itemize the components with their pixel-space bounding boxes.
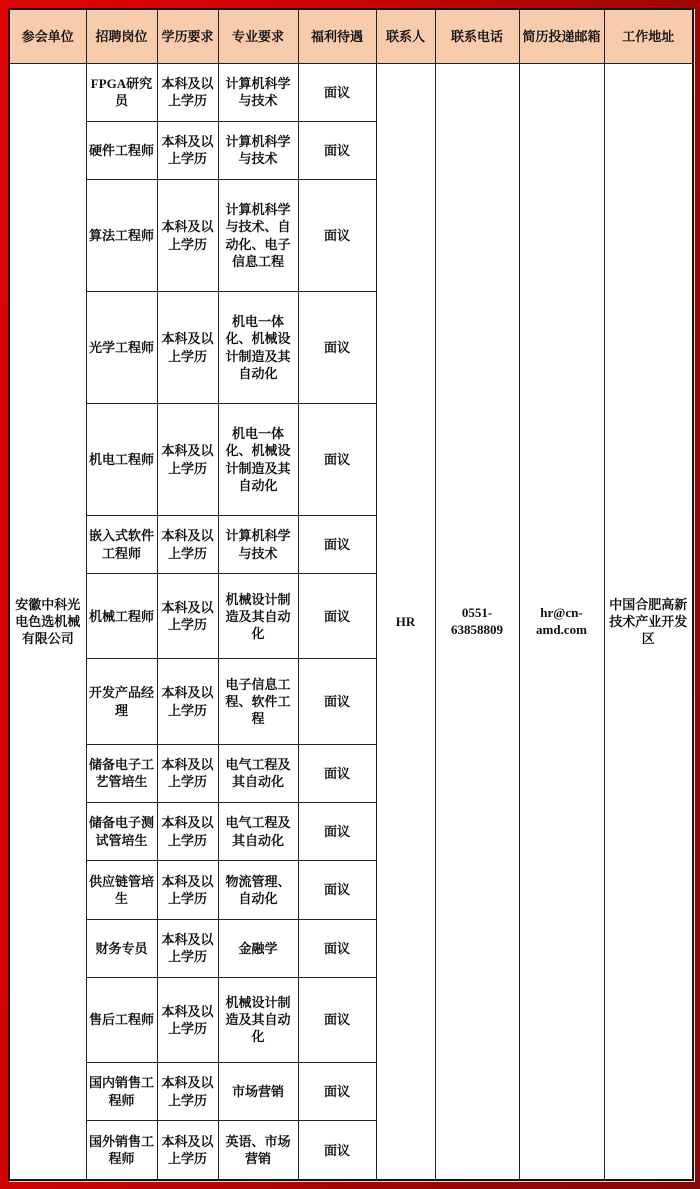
salary-cell: 面议 <box>298 919 376 977</box>
salary-cell: 面议 <box>298 574 376 659</box>
major-cell: 计算机科学与技术 <box>218 121 298 179</box>
education-cell: 本科及以上学历 <box>157 744 218 802</box>
major-cell: 机电一体化、机械设计制造及其自动化 <box>218 292 298 404</box>
position-cell: 储备电子工艺管培生 <box>86 744 157 802</box>
education-cell: 本科及以上学历 <box>157 659 218 744</box>
education-cell: 本科及以上学历 <box>157 180 218 292</box>
position-cell: 机械工程师 <box>86 574 157 659</box>
header-cell-company: 参会单位 <box>9 9 86 63</box>
position-cell: 供应链管培生 <box>86 861 157 919</box>
table-row <box>9 63 693 121</box>
education-cell: 本科及以上学历 <box>157 802 218 860</box>
position-cell: 国外销售工程师 <box>86 1121 157 1180</box>
position-cell: 硬件工程师 <box>86 121 157 179</box>
salary-cell: 面议 <box>298 1121 376 1180</box>
position-cell: 光学工程师 <box>86 292 157 404</box>
header-cell-contact-person: 联系人 <box>376 9 435 63</box>
salary-cell: 面议 <box>298 180 376 292</box>
position-cell: 售后工程师 <box>86 977 157 1062</box>
salary-cell: 面议 <box>298 515 376 573</box>
email-cell: hr@cn-amd.com <box>519 63 604 1180</box>
education-cell: 本科及以上学历 <box>157 861 218 919</box>
position-cell: 机电工程师 <box>86 404 157 516</box>
recruitment-table <box>8 8 694 1181</box>
major-cell: 计算机科学与技术 <box>218 515 298 573</box>
education-cell: 本科及以上学历 <box>157 1062 218 1120</box>
major-cell: 电子信息工程、软件工程 <box>218 659 298 744</box>
position-cell: 储备电子测试管培生 <box>86 802 157 860</box>
salary-cell: 面议 <box>298 861 376 919</box>
position-cell: 开发产品经理 <box>86 659 157 744</box>
major-cell: 机械设计制造及其自动化 <box>218 574 298 659</box>
major-cell: 计算机科学与技术 <box>218 63 298 121</box>
major-cell: 英语、市场营销 <box>218 1121 298 1180</box>
education-cell: 本科及以上学历 <box>157 919 218 977</box>
position-cell: 算法工程师 <box>86 180 157 292</box>
salary-cell: 面议 <box>298 977 376 1062</box>
education-cell: 本科及以上学历 <box>157 574 218 659</box>
header-cell-phone: 联系电话 <box>435 9 519 63</box>
header-cell-major: 专业要求 <box>218 9 298 63</box>
salary-cell: 面议 <box>298 121 376 179</box>
position-cell: FPGA研究员 <box>86 63 157 121</box>
salary-cell: 面议 <box>298 63 376 121</box>
major-cell: 金融学 <box>218 919 298 977</box>
position-cell: 国内销售工程师 <box>86 1062 157 1120</box>
position-cell: 嵌入式软件工程师 <box>86 515 157 573</box>
salary-cell: 面议 <box>298 802 376 860</box>
header-cell-salary: 福利待遇 <box>298 9 376 63</box>
header-cell-email: 简历投递邮箱 <box>519 9 604 63</box>
header-cell-education: 学历要求 <box>157 9 218 63</box>
major-cell: 市场营销 <box>218 1062 298 1120</box>
header-cell-address: 工作地址 <box>604 9 693 63</box>
major-cell: 机械设计制造及其自动化 <box>218 977 298 1062</box>
header-cell-position: 招聘岗位 <box>86 9 157 63</box>
table-header-row <box>9 9 693 63</box>
contact-person-cell: HR <box>376 63 435 1180</box>
major-cell: 物流管理、自动化 <box>218 861 298 919</box>
address-cell: 中国合肥高新技术产业开发区 <box>604 63 693 1180</box>
salary-cell: 面议 <box>298 744 376 802</box>
major-cell: 计算机科学与技术、自动化、电子信息工程 <box>218 180 298 292</box>
education-cell: 本科及以上学历 <box>157 977 218 1062</box>
salary-cell: 面议 <box>298 404 376 516</box>
education-cell: 本科及以上学历 <box>157 404 218 516</box>
phone-cell: 0551-63858809 <box>435 63 519 1180</box>
position-cell: 财务专员 <box>86 919 157 977</box>
education-cell: 本科及以上学历 <box>157 121 218 179</box>
education-cell: 本科及以上学历 <box>157 63 218 121</box>
education-cell: 本科及以上学历 <box>157 292 218 404</box>
company-cell: 安徽中科光电色选机械有限公司 <box>9 63 86 1180</box>
education-cell: 本科及以上学历 <box>157 515 218 573</box>
major-cell: 电气工程及其自动化 <box>218 802 298 860</box>
major-cell: 电气工程及其自动化 <box>218 744 298 802</box>
major-cell: 机电一体化、机械设计制造及其自动化 <box>218 404 298 516</box>
salary-cell: 面议 <box>298 1062 376 1120</box>
salary-cell: 面议 <box>298 659 376 744</box>
education-cell: 本科及以上学历 <box>157 1121 218 1180</box>
salary-cell: 面议 <box>298 292 376 404</box>
